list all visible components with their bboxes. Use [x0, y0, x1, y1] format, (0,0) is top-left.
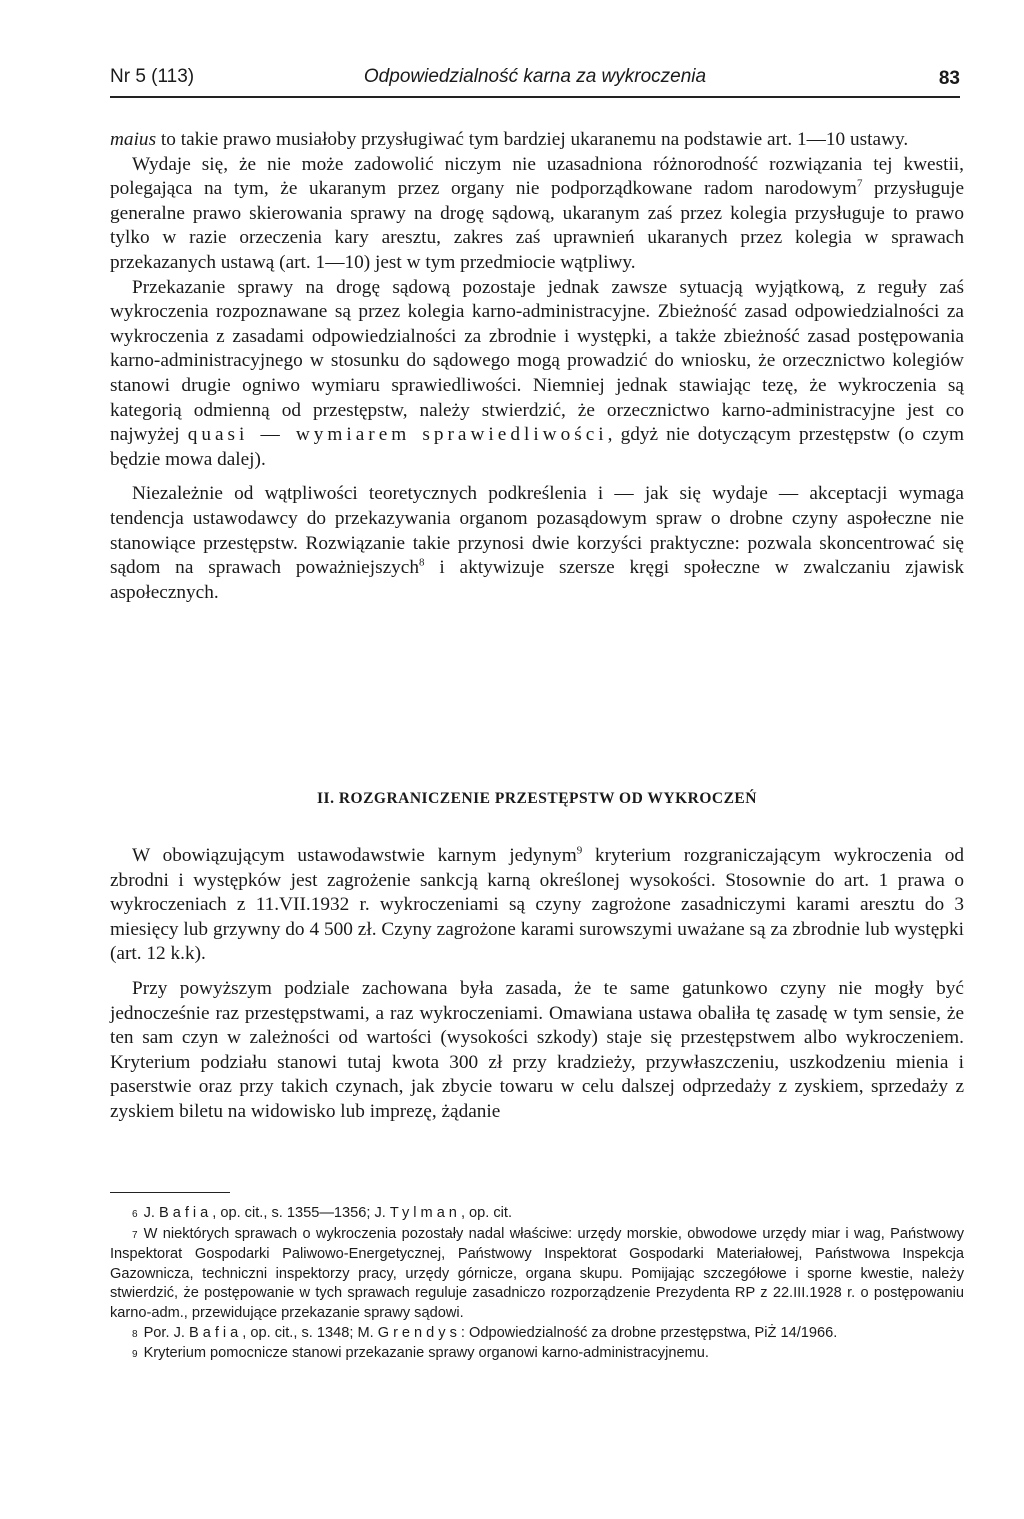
- paragraph-text: Przy powyższym podziale zachowana była zasada, że te same gatunkowo czyny nie mogły być jednocześnie raz przestępstwami, a raz wykroczeniami. Omawiana ustawa obaliła tę zasadę w tym sensie, że ten sam czyn w zależności od wartości (wysokości szkody) staje się przestępstwem albo wykroczeniem. Kryterium podziału stanowi tutaj kwota 300 zł przy kradzieży, przywłaszczeniu, uszkodzeniu mienia i paserstwie oraz przy takich czynach, jak zbycie towaru w celu dalszej odprzedaży z zyskiem, sprzedaży z zyskiem biletu na widowisko lub imprezę, żądanie: [110, 977, 964, 1122]
- paragraph-text: Wydaje się, że nie może zadowolić niczym nie uzasadniona różnorodność rozwiązania tej kwestii, polegająca na tym, że ukaranym przez organy nie podporządkowane radom narodowym: [110, 153, 964, 200]
- footnote-text: J.: [143, 1205, 159, 1221]
- paragraph-text: W obowiązującym ustawodawstwie karnym jedynym: [132, 845, 577, 866]
- footnote-divider: [110, 1192, 230, 1193]
- paragraph: [110, 844, 964, 967]
- footnote-number: 7: [132, 1229, 138, 1241]
- paragraph-text: i aktywizuje szersze kręgi społeczne w zwalczaniu zjawisk aspołecznych.: [110, 557, 964, 603]
- paragraph-text: Niezależnie od wątpliwości teoretycznych podkreślenia i — jak się wydaje — akceptacji wymaga tendencja ustawodawcy do przekazywania organom pozasądowym spraw o drobne czyny aspołeczne nie stanowiące przestępstw. Rozwiązanie takie przynosi dwie korzyści praktyczne: pozwala skoncentrować się sądom na sprawach poważniejszych: [110, 483, 964, 579]
- footnote-ref: 7: [856, 177, 863, 190]
- running-header: [110, 66, 960, 98]
- issue-number: Nr 5 (113): [110, 66, 195, 87]
- author-name: Bafia: [158, 1205, 213, 1221]
- paragraph: [110, 977, 964, 1125]
- footnote-text: , op. cit.: [460, 1205, 513, 1221]
- footnote-ref: 8: [419, 556, 425, 569]
- page-number: 83: [938, 68, 960, 89]
- body-section-1: [110, 128, 964, 605]
- paragraph-text: przysługuje generalne prawo skierowania sprawy na drogę sądową, ukaranym zaś przez kolegia przysługuje to prawo tylko w razie orzeczenia kary aresztu, zakres zaś uprawnień ukaranych przez kolegia w sprawach przekazanych ustawą (art. 1—10) jest w tym przedmiocie wątpliwy.: [110, 178, 965, 273]
- italic-term: maius: [110, 129, 157, 150]
- running-title: Odpowiedzialność karna za wykroczenia: [363, 66, 707, 87]
- paragraph-text: kryterium rozgraniczającym wykroczenia od zbrodni i występków jest zagrożenie sankcją karną określonej wysokości. Stosownie do art. 1 prawa o wykroczeniach z 11.VII.1932 r. wykroczeniami są czyny zagrożone zasadniczymi karami aresztu do 3 miesięcy lub grzywny do 4 500 zł. Czyny zagrożone karami surowszymi uważane są za zbrodnie lub występki (art. 12 k.k).: [110, 845, 964, 965]
- paragraph-text: , gdyż nie dotyczącym przestępstw (o czym będzie mowa dalej).: [110, 424, 965, 470]
- paragraph: [110, 276, 964, 473]
- footnote-text: Kryterium pomocnicze stanowi przekazanie sprawy organowi karno-administracyjnemu.: [143, 1345, 709, 1362]
- footnote-text: W niektórych sprawach o wykroczenia pozostały nadal właściwe: urzędy morskie, obwodowe urzędy miar i wag, Państwowy Inspektorat Gospodarki Paliwowo-Energetycznej, Państwowy Inspektorat Gospodarki Materiałowej, Państwowa Inspekcja Gazownicza, techniczni inspektorzy pracy, urzędy górnicze, organa skupu. Pomijając szczegółowe i sporne kwestie, należy stwierdzić, że postępowanie w tych sprawach reguluje zasadniczo rozporządzenie Prezydenta RP z 22.III.1928 r. o postępowaniu karno-adm., przewidujące przekazanie sprawy sądowi.: [110, 1225, 964, 1321]
- author-name: Tylman: [389, 1205, 461, 1221]
- body-section-2: [110, 844, 964, 1125]
- paragraph: [110, 153, 964, 276]
- footnote-number: 8: [132, 1328, 138, 1340]
- footnote-text: : Odpowiedzialność za drobne przestępstwa, PiŻ 14/1966.: [460, 1324, 838, 1341]
- footnote-text: , op. cit., s. 1348; M.: [242, 1324, 378, 1341]
- paragraph-text: Przekazanie sprawy na drogę sądową pozostaje jednak zawsze sytuacją wyjątkową, z reguły zaś wykroczenia rozpoznawane są przez kolegia karno-administracyjne. Zbieżność zasad odpowiedzialności za wykroczenia z zasadami odpowiedzialności za zbrodnie i występki, a także zbieżność zasad postępowania karno-administracyjnego w stosunku do sądowego mogą prowadzić do wniosku, że orzecznictwo kolegiów stanowi drugie ogniwo wymiaru sprawiedliwości. Niemniej jednak stawiając tezę, że wykroczenia są kategorią odmienną od przestępstw, należy stwierdzić, że orzecznictwo karno-administracyjne jest co najwyżej: [110, 276, 964, 446]
- footnote-number: 6: [132, 1209, 138, 1220]
- footnote: [110, 1225, 964, 1324]
- footnote: [110, 1324, 964, 1345]
- footnote-number: 9: [132, 1349, 138, 1361]
- footnote: [110, 1344, 964, 1365]
- author-name: Grendys: [377, 1324, 461, 1341]
- spaced-emphasis: quasi — wymiarem sprawiedliwości: [187, 424, 608, 446]
- footnote: [110, 1204, 964, 1225]
- footnote-text: , op. cit., s. 1355—1356; J.: [212, 1205, 390, 1221]
- author-name: Bafia: [188, 1324, 243, 1341]
- section-heading: II. ROZGRANICZENIE PRZESTĘPSTW OD WYKROCZEŃ: [317, 790, 757, 807]
- footnote-ref: 9: [576, 844, 583, 857]
- footnote-text: Por. J.: [143, 1324, 189, 1341]
- paragraph-text: to takie prawo musiałoby przysługiwać tym bardziej ukaranemu na podstawie art. 1—10 ustawy.: [156, 129, 909, 150]
- paragraph: [110, 128, 964, 153]
- paragraph: [110, 482, 964, 605]
- footnotes: [110, 1204, 964, 1365]
